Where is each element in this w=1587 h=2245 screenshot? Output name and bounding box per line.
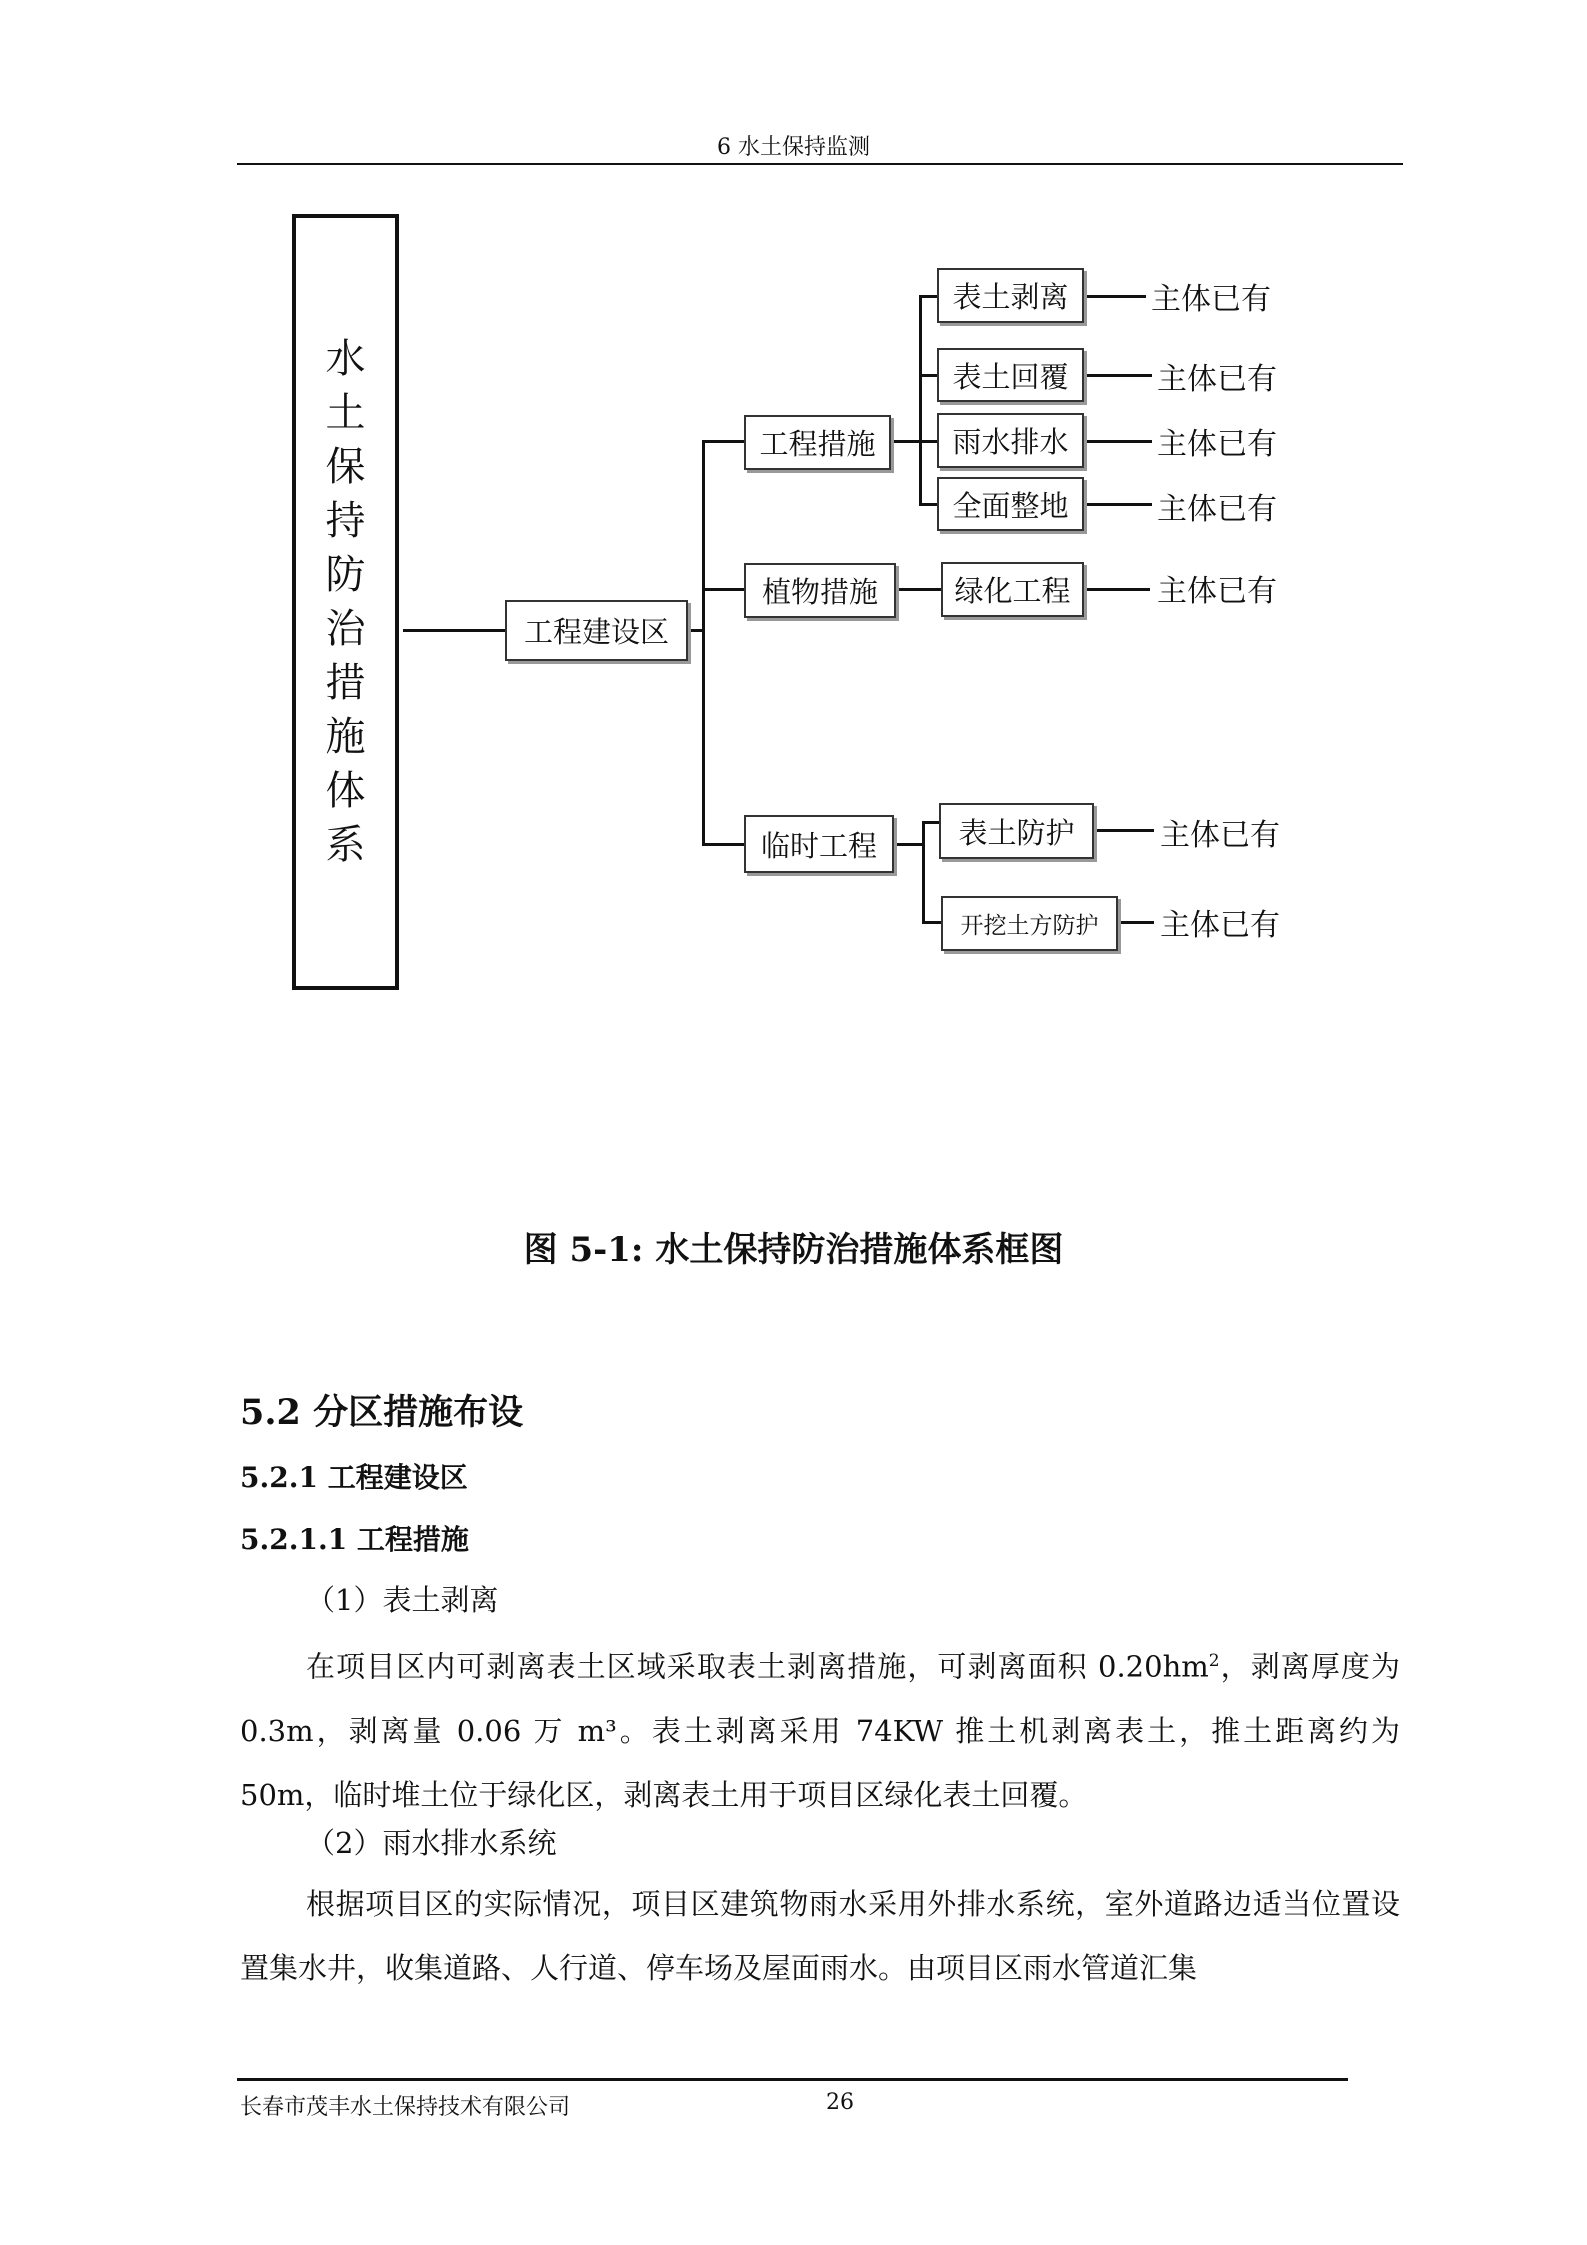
measure-note: 主体已有 (1157, 574, 1277, 609)
measure-node: 全面整地 (937, 477, 1084, 531)
root-char: 治 (325, 606, 366, 652)
connector-line (1084, 440, 1152, 443)
paragraph (240, 1629, 1400, 1827)
connector-line (1094, 829, 1154, 832)
measure-note: 主体已有 (1157, 492, 1277, 527)
connector-line (702, 440, 705, 846)
paragraph-text: ，剥离厚度为 0.3m，剥离量 0.06 万 m³。表土剥离采用 74KW 推土机剥离表土，推土距离约为 50m，临时堆土位于绿化区，剥离表土用于项目区绿化表土回覆。 (240, 1649, 1400, 1812)
connector-line (702, 843, 744, 846)
measure-node: 绿化工程 (941, 562, 1084, 617)
connector-line (1084, 503, 1152, 506)
root-char: 体 (325, 768, 366, 814)
measure-node: 表土回覆 (937, 348, 1084, 402)
superscript: 2 (1208, 1651, 1220, 1671)
connector-line (1084, 295, 1146, 298)
measure-node: 开挖土方防护 (941, 896, 1118, 951)
connector-line (919, 440, 937, 443)
connector-line (919, 503, 937, 506)
subsection-heading: 5.2.1 工程建设区 (240, 1461, 468, 1494)
connector-line (891, 440, 921, 443)
header-rule (237, 163, 1403, 165)
measure-node: 雨水排水 (937, 413, 1084, 468)
connector-line (1084, 374, 1152, 377)
footer-company: 长春市茂丰水土保持技术有限公司 (240, 2095, 571, 2120)
list-item-heading: （2）雨水排水系统 (306, 1826, 557, 1860)
connector-line (1118, 921, 1154, 924)
measure-note: 主体已有 (1160, 818, 1280, 853)
category-node: 临时工程 (744, 815, 894, 873)
root-char: 防 (325, 552, 366, 598)
root-char: 措 (325, 660, 366, 706)
connector-line (688, 629, 702, 632)
root-char: 系 (325, 822, 366, 868)
connector-line (919, 295, 937, 298)
measure-node: 表土防护 (939, 803, 1094, 859)
section-heading: 5.2 分区措施布设 (240, 1392, 524, 1433)
connector-line (919, 295, 922, 506)
connector-line (922, 821, 939, 824)
measure-note: 主体已有 (1160, 908, 1280, 943)
paragraph-text: 在项目区内可剥离表土区域采取表土剥离措施，可剥离面积 0.20hm (306, 1649, 1209, 1684)
connector-line (403, 629, 505, 632)
category-node: 植物措施 (744, 563, 896, 618)
connector-line (896, 588, 941, 591)
page-header: 6 水土保持监测 (717, 135, 870, 160)
page-number: 26 (826, 2090, 854, 2115)
footer-rule (237, 2078, 1348, 2081)
connector-line (894, 843, 924, 846)
zone-node: 工程建设区 (505, 600, 688, 661)
connector-line (1084, 588, 1150, 591)
category-node: 工程措施 (744, 415, 891, 470)
connector-line (922, 921, 941, 924)
root-box (292, 214, 399, 990)
measure-note: 主体已有 (1157, 427, 1277, 462)
connector-line (922, 821, 925, 924)
paragraph: 根据项目区的实际情况，项目区建筑物雨水采用外排水系统，室外道路边适当位置设置集水井，收集道路、人行道、停车场及屋面雨水。由项目区雨水管道汇集 (240, 1887, 1400, 1985)
root-char: 水 (325, 336, 366, 382)
root-char: 施 (325, 714, 366, 760)
list-item-heading: （1）表土剥离 (306, 1583, 499, 1617)
connector-line (702, 440, 744, 443)
root-char: 保 (325, 444, 366, 490)
measure-node: 表土剥离 (937, 268, 1084, 323)
measure-note: 主体已有 (1151, 282, 1271, 317)
connector-line (919, 374, 937, 377)
connector-line (702, 588, 744, 591)
figure-caption: 图 5-1: 水土保持防治措施体系框图 (523, 1230, 1064, 1270)
subsubsection-heading: 5.2.1.1 工程措施 (240, 1523, 469, 1556)
measure-note: 主体已有 (1157, 362, 1277, 397)
root-char: 土 (325, 390, 366, 436)
root-char: 持 (325, 498, 366, 544)
